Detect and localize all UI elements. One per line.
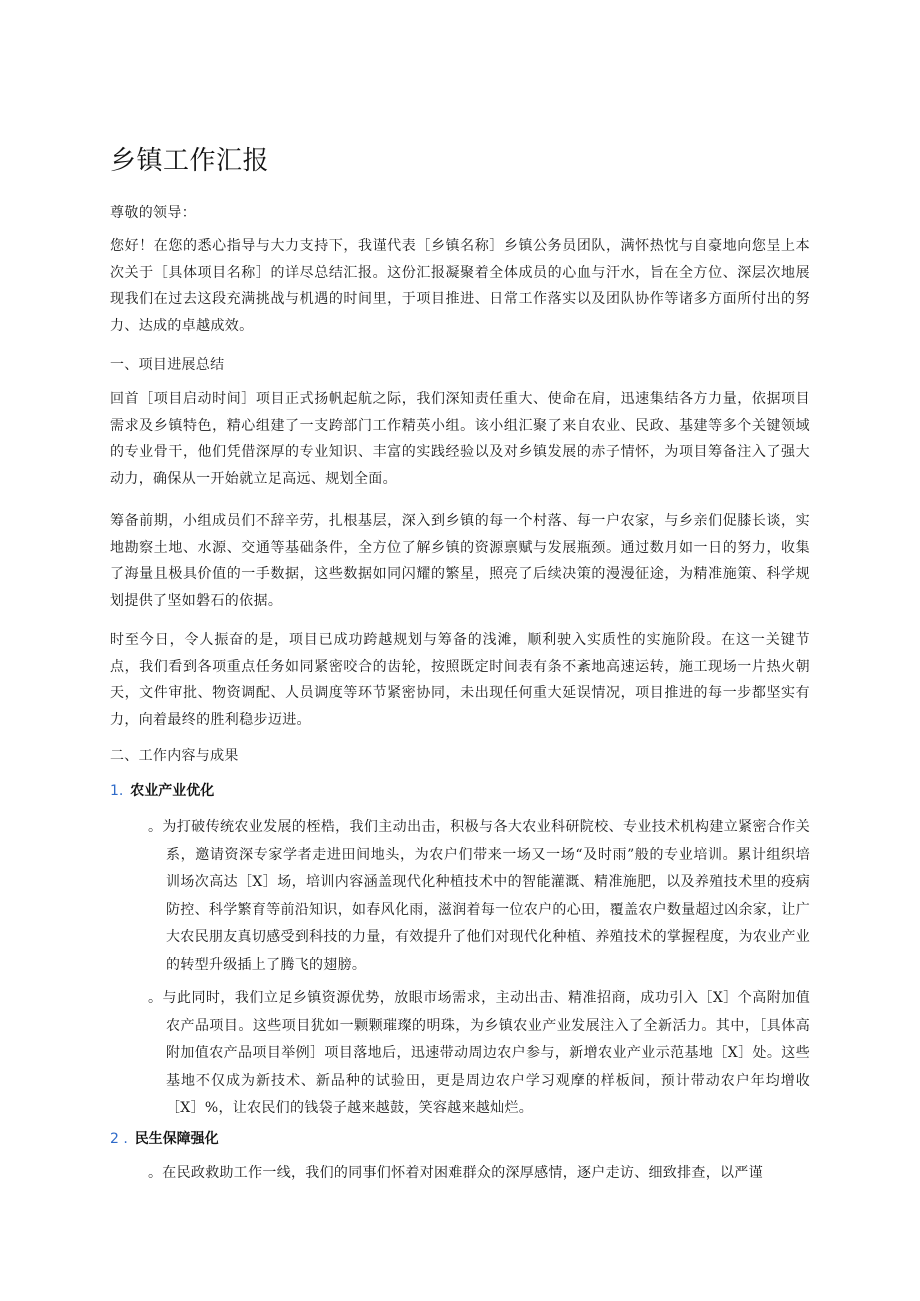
- intro-paragraph: 您好！在您的悉心指导与大力支持下，我谨代表［乡镇名称］乡镇公务员团队，满怀热忱与自豪地向您呈上本次关于［具体项目名称］的详尽总结汇报。这份汇报凝聚着全体成员的心血与汗水，旨在全方位、深层次地展现我们在过去这段充满挑战与机遇的时间里，于项目推进、日常工作落实以及团队协作等诸多方面所付出的努力、达成的卓越成效。: [110, 238, 810, 334]
- section-2-heading: 二、工作内容与成果: [110, 748, 239, 764]
- subsection-heading: [110, 1126, 219, 1152]
- list-item: [148, 985, 810, 1123]
- bullet-text: 。在民政救助工作一线，我们的同事们怀着对困难群众的深厚感情，逐户走访、细致排查，以严谨: [148, 1165, 763, 1181]
- subsection-title: 农业产业优化: [130, 783, 215, 799]
- section-1-paragraph: 时至今日，令人振奋的是，项目已成功跨越规划与筹备的浅滩，顺利驶入实质性的实施阶段。在这一关键节点，我们看到各项重点任务如同紧密咬合的齿轮，按照既定时间表有条不紊地高速运转，施工现场一片热火朝天，文件审批、物资调配、人员调度等环节紧密协同，未出现任何重大延误情况，项目推进的每一步都坚实有力，向着最终的胜利稳步迈进。: [110, 632, 810, 728]
- subsection-number: 1.: [110, 783, 124, 799]
- section-1-heading: 一、项目进展总结: [110, 357, 225, 373]
- list-item: [148, 1160, 810, 1188]
- subsection-heading: [110, 778, 214, 804]
- page-title: 乡镇工作汇报: [110, 146, 270, 176]
- bullet-text: 。与此同时，我们立足乡镇资源优势，放眼市场需求，主动出击、精准招商，成功引入［X］个高附加值农产品项目。这些项目犹如一颗颗璀璨的明珠，为乡镇农业产业发展注入了全新活力。其中，［具体高附加值农产品项目举例］项目落地后，迅速带动周边农户参与，新增农业产业示范基地［X］处。这些基地不仅成为新技术、新品种的试验田，更是周边农户学习观摩的样板间，预计带动农户年均增收［X］%，让农民们的钱袋子越来越鼓，笑容越来越灿烂。: [148, 990, 810, 1116]
- subsection-title: 民生保障强化: [134, 1131, 219, 1147]
- list-item: [148, 814, 810, 979]
- subsection-number: 2 .: [110, 1131, 128, 1147]
- section-1-paragraph: 筹备前期，小组成员们不辞辛劳，扎根基层，深入到乡镇的每一个村落、每一户农家，与乡亲们促膝长谈，实地勘察土地、水源、交通等基础条件，全方位了解乡镇的资源禀赋与发展瓶颈。通过数月如一日的努力，收集了海量且极具价值的一手数据，这些数据如同闪耀的繁星，照亮了后续决策的漫漫征途，为精准施策、科学规划提供了坚如磐石的依据。: [110, 513, 810, 609]
- bullet-text: 。为打破传统农业发展的桎梏，我们主动出击，积极与各大农业科研院校、专业技术机构建立紧密合作关系，邀请资深专家学者走进田间地头，为农户们带来一场又一场“及时雨”般的专业培训。累计组织培训场次高达［X］场，培训内容涵盖现代化种植技术中的智能灌溉、精准施肥，以及养殖技术里的疫病防控、科学繁育等前沿知识，如春风化雨，滋润着每一位农户的心田，覆盖农户数量超过凶余家，让广大农民朋友真切感受到科技的力量，有效提升了他们对现代化种植、养殖技术的掌握程度，为农业产业的转型升级插上了腾飞的翅膀。: [148, 819, 810, 973]
- section-1-paragraph: 回首［项目启动时间］项目正式扬帆起航之际，我们深知责任重大、使命在肩，迅速集结各方力量，依据项目需求及乡镇特色，精心组建了一支跨部门工作精英小组。该小组汇聚了来自农业、民政、基建等多个关键领域的专业骨干，他们凭借深厚的专业知识、丰富的实践经验以及对乡镇发展的赤子情怀，为项目筹备注入了强大动力，确保从一开始就立足高远、规划全面。: [110, 391, 810, 487]
- salutation: 尊敬的领导：: [110, 205, 197, 221]
